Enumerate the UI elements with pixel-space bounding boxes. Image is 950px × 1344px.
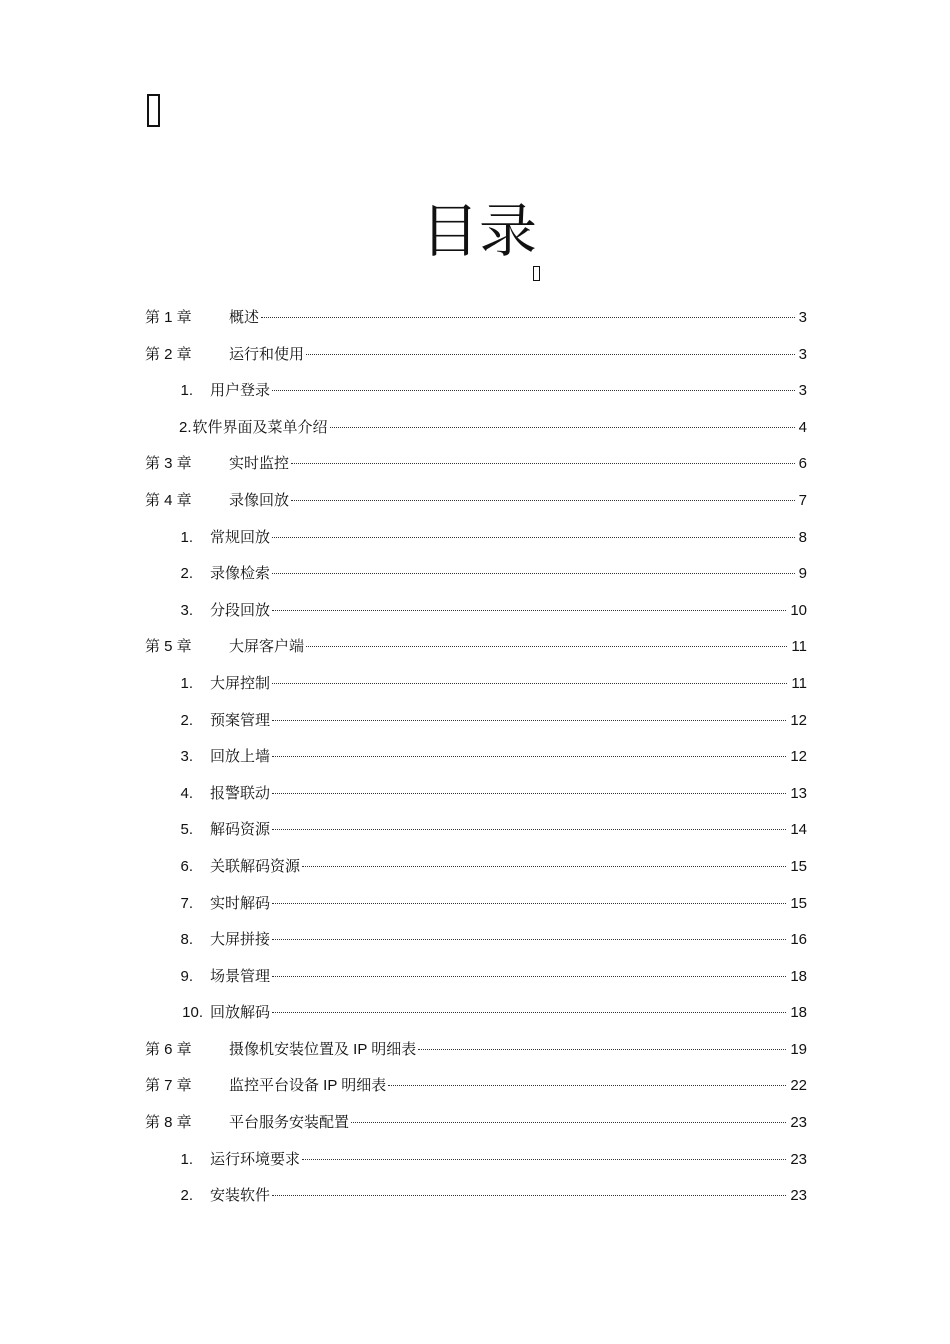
dot-leader [272,903,786,904]
toc-page-number: 3 [798,309,807,326]
toc-chapter-entry[interactable] [145,629,807,666]
toc-section-number: 5. [180,821,193,839]
toc-chapter-entry[interactable] [145,446,807,483]
dot-leader [272,683,787,684]
toc-entry-label: 安装软件 [210,1187,271,1205]
toc-chapter-number: 第 7 章 [145,1077,192,1095]
toc-section-number: 10. [182,1004,203,1022]
toc-page-number: 12 [790,711,807,729]
toc-entry-label: 录像检索 [210,565,271,583]
toc-page-number: 16 [790,931,807,949]
toc-section-entry[interactable] [145,556,807,593]
dot-leader [272,1012,786,1013]
toc-section-entry[interactable] [145,776,807,813]
toc-entry-label: 摄像机安装位置及 IP 明细表 [229,1040,417,1058]
toc-entry-label: 录像回放 [229,491,290,509]
toc-section-number: 7. [180,894,193,912]
toc-chapter-number: 第 2 章 [145,345,192,363]
toc-page-number: 15 [790,894,807,912]
dot-leader [272,1195,786,1196]
toc-section-entry[interactable] [145,410,807,447]
toc-page-number: 8 [798,528,807,546]
toc-section-number: 9. [180,967,193,985]
toc-page-number: 10 [790,601,807,619]
dot-leader [272,537,795,538]
toc-chapter-number: 第 3 章 [145,455,192,473]
dot-leader [291,500,795,501]
toc-section-entry[interactable] [145,666,807,703]
toc-entry-label: 实时解码 [210,894,271,912]
toc-section-number: 1. [180,674,193,692]
toc-page-number: 23 [790,1187,807,1205]
toc-page-number: 19 [790,1040,807,1058]
dot-leader [272,756,786,757]
toc-entry-label: 分段回放 [210,601,271,619]
small-missing-glyph-icon [533,266,540,281]
toc-page-number: 23 [790,1150,807,1168]
toc-section-number: 3. [180,601,193,619]
toc-section-entry[interactable] [145,995,807,1032]
toc-section-entry[interactable] [145,373,807,410]
dot-leader [272,976,786,977]
toc-entry-label: 运行和使用 [229,345,305,363]
dot-leader [306,646,787,647]
dot-leader [272,610,786,611]
toc-page-number: 9 [798,565,807,583]
toc-section-number: 3. [180,748,193,766]
toc-page-number: 18 [790,1004,807,1022]
toc-chapter-entry[interactable] [145,337,807,374]
toc-entry-label: 回放解码 [210,1004,271,1022]
toc-page-number: 22 [790,1077,807,1095]
toc-chapter-number: 第 1 章 [145,309,192,326]
toc-section-number: 2. [180,711,193,729]
toc-page-number: 12 [790,748,807,766]
toc-section-entry[interactable] [145,1142,807,1179]
toc-entry-label: 运行环境要求 [210,1150,301,1168]
toc-entry-label: 大屏控制 [210,674,271,692]
dot-leader [388,1085,786,1086]
toc-section-entry[interactable] [145,849,807,886]
toc-chapter-number: 第 6 章 [145,1040,192,1058]
toc-chapter-number: 第 8 章 [145,1114,192,1132]
toc-section-entry[interactable] [145,703,807,740]
dot-leader [272,793,786,794]
toc-entry-label: 解码资源 [210,821,271,839]
toc-entry-label: 平台服务安装配置 [229,1114,350,1132]
toc-section-number: 1. [180,528,193,546]
toc-section-number: 1. [180,382,193,400]
missing-glyph-icon [147,94,160,127]
toc-entry-label: 软件界面及菜单介绍 [192,418,328,436]
dot-leader [306,354,795,355]
dot-leader [272,720,786,721]
toc-page-number: 6 [798,455,807,473]
toc-section-entry[interactable] [145,593,807,630]
toc-entry-label: 监控平台设备 IP 明细表 [229,1077,387,1095]
dot-leader [330,427,795,428]
toc-chapter-entry[interactable] [145,1032,807,1069]
toc-section-entry[interactable] [145,812,807,849]
toc-entry-label: 大屏客户端 [229,638,305,656]
toc-entry-label: 回放上墙 [210,748,271,766]
page-title: 目录 [420,197,537,265]
toc-page-number: 7 [798,491,807,509]
toc-chapter-entry[interactable] [145,1068,807,1105]
toc-page-number: 23 [790,1114,807,1132]
toc-section-entry[interactable] [145,520,807,557]
toc-page-number: 11 [791,638,807,656]
toc-entry-label: 报警联动 [210,784,271,802]
toc-section-number: 2. [180,1187,193,1205]
dot-leader [272,939,786,940]
dot-leader [261,317,795,318]
dot-leader [272,829,786,830]
toc-chapter-entry[interactable] [145,1105,807,1142]
toc-section-entry[interactable] [145,1178,807,1215]
toc-section-number: 4. [180,784,193,802]
toc-section-number: 8. [180,931,193,949]
toc-entry-label: 常规回放 [210,528,271,546]
toc-entry-label: 场景管理 [210,967,271,985]
toc-page-number: 11 [791,674,807,692]
dot-leader [302,866,786,867]
toc-section-number: 1. [180,1150,193,1168]
toc-chapter-entry[interactable] [145,483,807,520]
toc-page-number: 3 [798,345,807,363]
toc-chapter-number: 第 5 章 [145,638,192,656]
dot-leader [272,573,795,574]
toc-section-entry[interactable] [145,739,807,776]
toc-page-number: 14 [790,821,807,839]
toc-entry-label: 用户登录 [210,382,271,400]
dot-leader [351,1122,786,1123]
toc-entry-label: 实时监控 [229,455,290,473]
toc-entry-label: 大屏拼接 [210,931,271,949]
toc-page-number: 4 [798,418,807,436]
dot-leader [302,1159,786,1160]
toc-chapter-number: 第 4 章 [145,491,192,509]
dot-leader [272,390,795,391]
dot-leader [291,463,795,464]
toc-section-number: 2. [179,418,192,436]
toc-entry-label: 预案管理 [210,711,271,729]
toc-page-number: 18 [790,967,807,985]
dot-leader [418,1049,786,1050]
toc-chapter-entry[interactable] [145,300,807,337]
toc-page-number: 3 [798,382,807,400]
toc-section-entry[interactable] [145,959,807,996]
toc-entry-label: 关联解码资源 [210,857,301,875]
toc-section-number: 2. [180,565,193,583]
toc-section-entry[interactable] [145,886,807,923]
toc-page-number: 13 [790,784,807,802]
toc-section-entry[interactable] [145,922,807,959]
table-of-contents [145,300,807,1215]
toc-section-number: 6. [180,857,193,875]
toc-entry-label: 概述 [229,309,260,326]
toc-page-number: 15 [790,857,807,875]
